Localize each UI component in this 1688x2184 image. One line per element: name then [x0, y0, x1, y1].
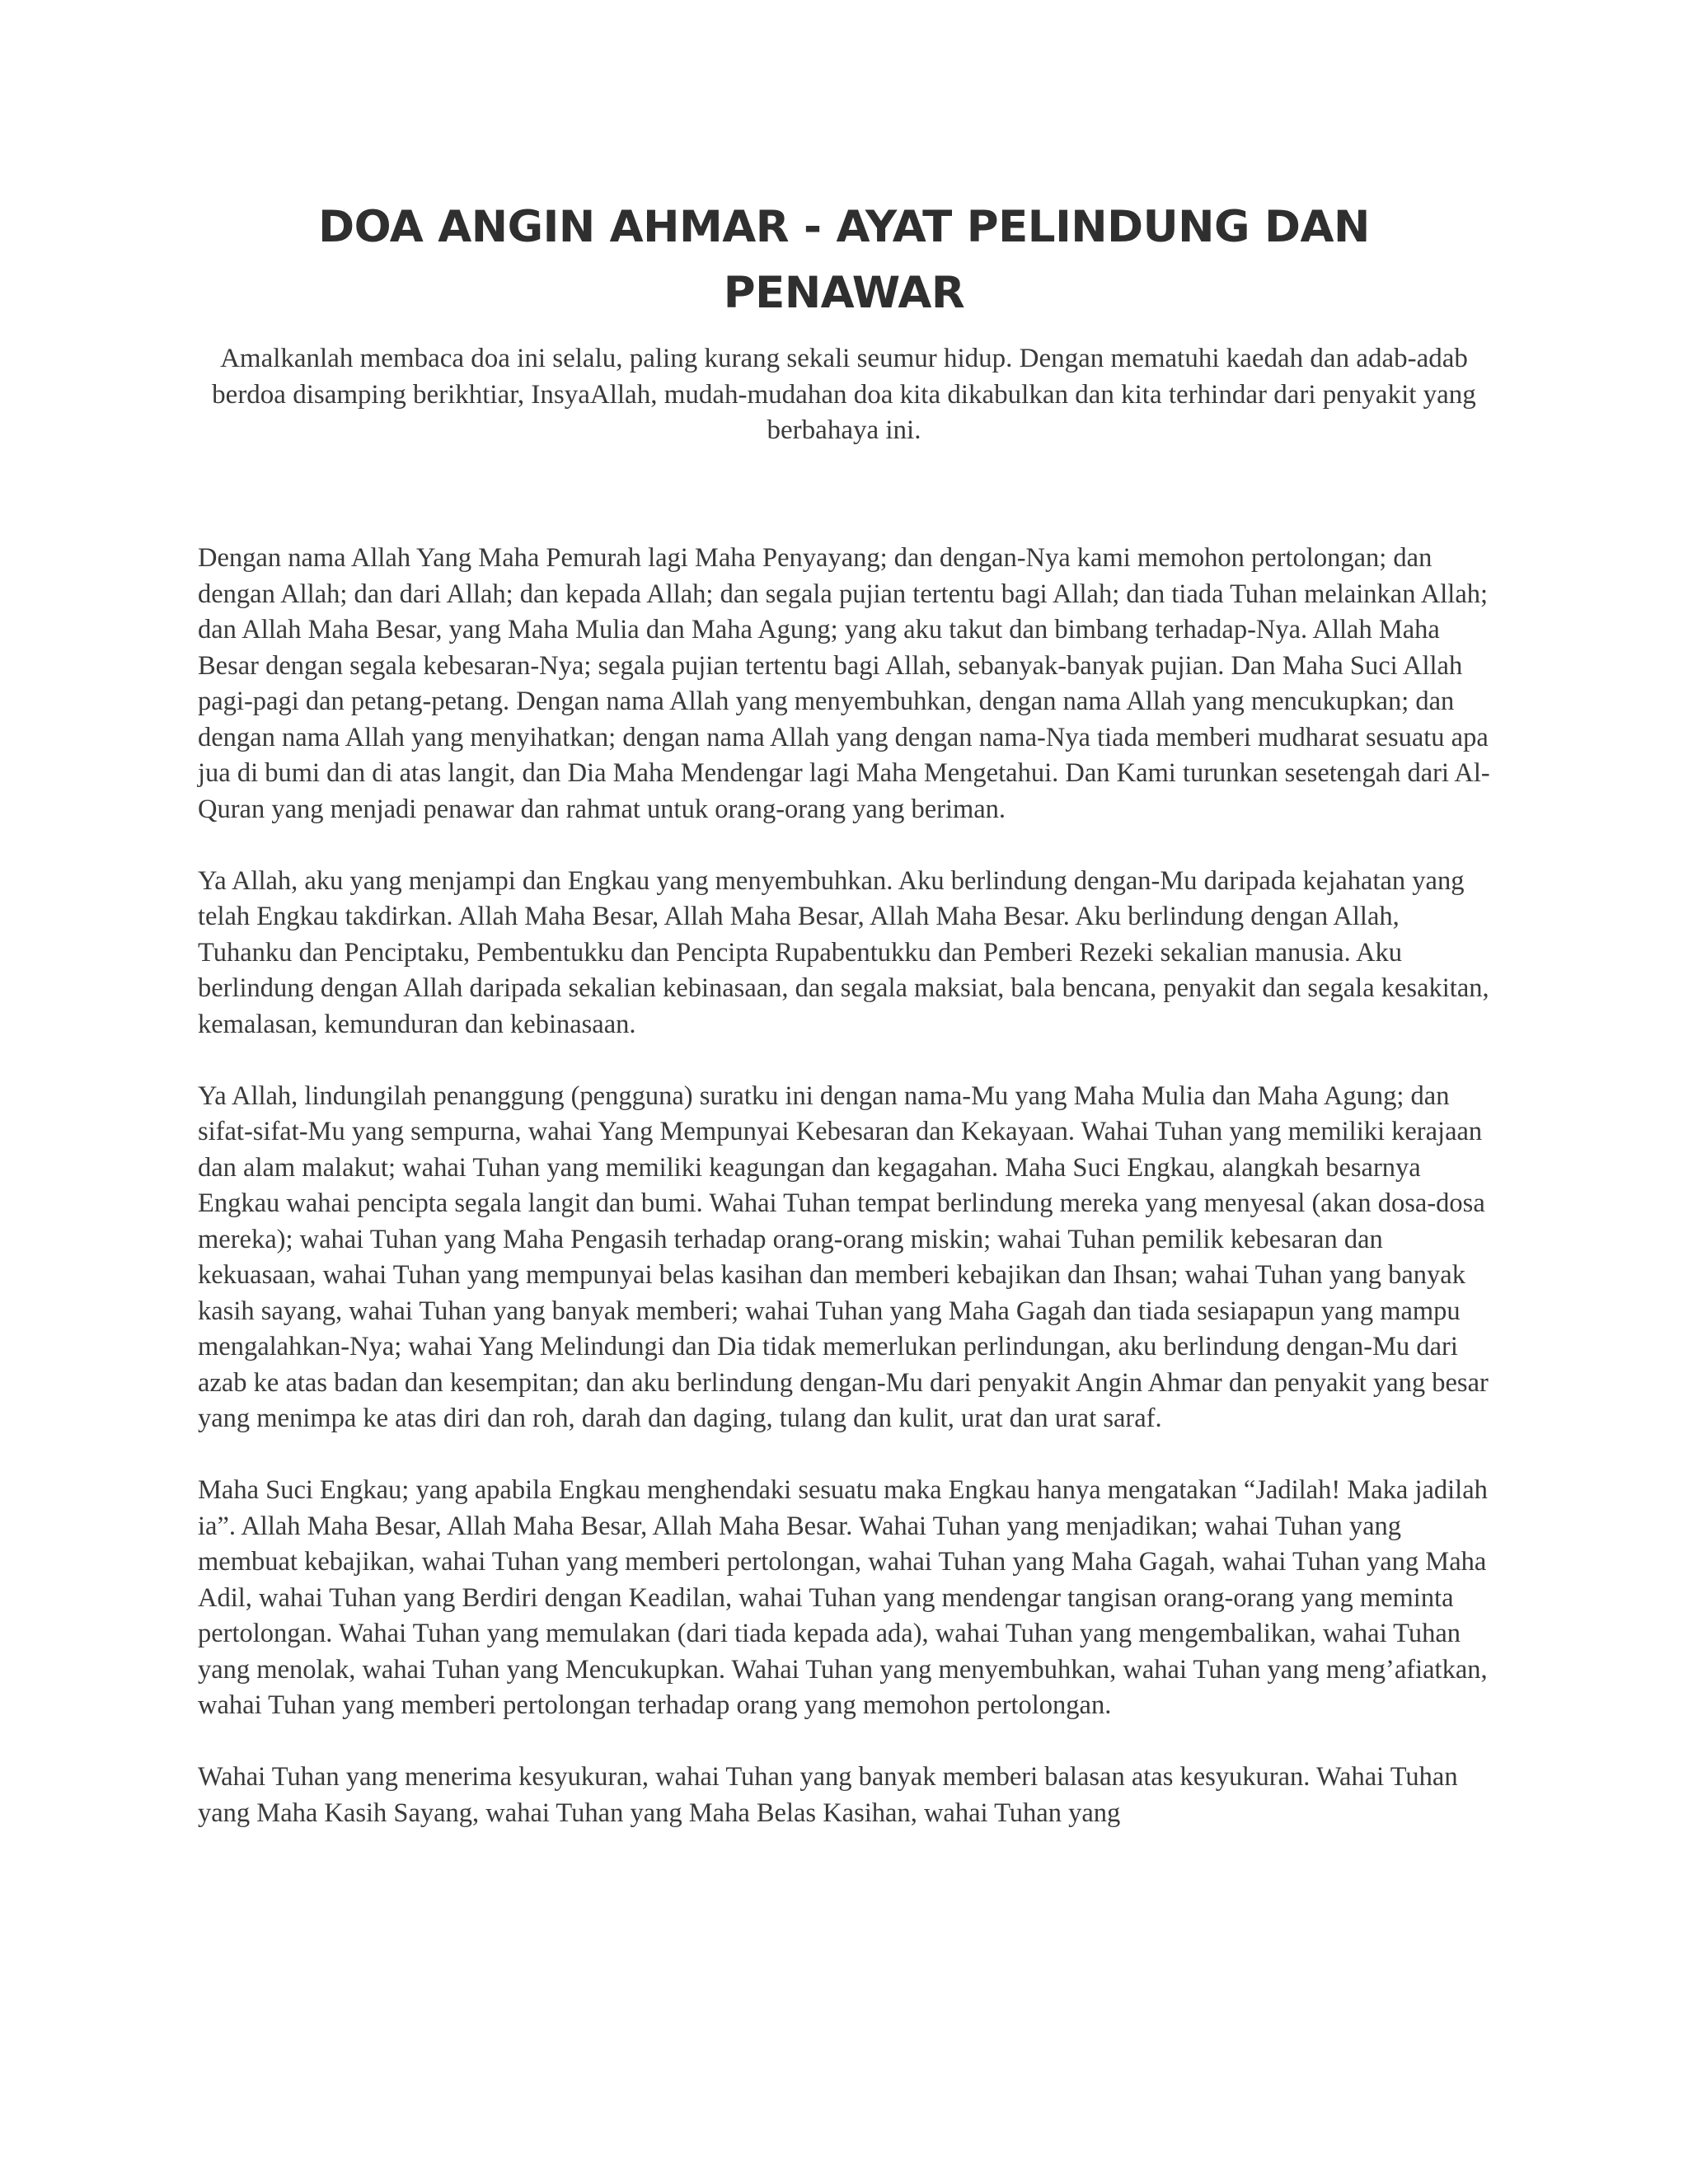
- document-title: DOA ANGIN AHMAR - AYAT PELINDUNG DAN PENAWAR: [318, 202, 1370, 318]
- body-paragraph-4: Maha Suci Engkau; yang apabila Engkau menghendaki sesuatu maka Engkau hanya mengatakan “Jadilah! Maka jadilah ia”. Allah Maha Besar, Allah Maha Besar, Allah Maha Besar. Wahai Tuhan yang menjadikan; wahai Tuhan yang membuat kebajikan, wahai Tuhan yang memberi pertolongan, wahai Tuhan yang Maha Gagah, wahai Tuhan yang Maha Adil, wahai Tuhan yang Berdiri dengan Keadilan, wahai Tuhan yang mendengar tangisan orang-orang yang meminta pertolongan. Wahai Tuhan yang memulakan (dari tiada kepada ada), wahai Tuhan yang mengembalikan, wahai Tuhan yang menolak, wahai Tuhan yang Mencukupkan. Wahai Tuhan yang menyembuhkan, wahai Tuhan yang meng’afiatkan, wahai Tuhan yang memberi pertolongan terhadap orang yang memohon pertolongan.: [198, 1475, 1488, 1720]
- body-text: [198, 541, 1496, 1868]
- body-paragraph-2: Ya Allah, aku yang menjampi dan Engkau yang menyembuhkan. Aku berlindung dengan-Mu daripada kejahatan yang telah Engkau takdirkan. Allah Maha Besar, Allah Maha Besar, Allah Maha Besar. Aku berlindung dengan Allah, Tuhanku dan Penciptaku, Pembentukku dan Pencipta Rupabentukku dan Pemberi Rezeki sekalian manusia. Aku berlindung dengan Allah daripada sekalian kebinasaan, dan segala maksiat, bala bencana, penyakit dan segala kesakitan, kemalasan, kemunduran dan kebinasaan.: [198, 865, 1489, 1039]
- body-paragraph-5: Wahai Tuhan yang menerima kesyukuran, wahai Tuhan yang banyak memberi balasan atas kesyukuran. Wahai Tuhan yang Maha Kasih Sayang, wahai Tuhan yang Maha Belas Kasihan, wahai Tuhan yang: [198, 1762, 1458, 1828]
- body-paragraph-3: Ya Allah, lindungilah penanggung (pengguna) suratku ini dengan nama-Mu yang Maha Mulia dan Maha Agung; dan sifat-sifat-Mu yang sempurna, wahai Yang Mempunyai Kebesaran dan Kekayaan. Wahai Tuhan yang memiliki kerajaan dan alam malakut; wahai Tuhan yang memiliki keagungan dan kegagahan. Maha Suci Engkau, alangkah besarnya Engkau wahai pencipta segala langit dan bumi. Wahai Tuhan tempat berlindung mereka yang menyesal (akan dosa-dosa mereka); wahai Tuhan yang Maha Pengasih terhadap orang-orang miskin; wahai Tuhan pemilik kebesaran dan kekuasaan, wahai Tuhan yang mempunyai belas kasihan dan memberi kebajikan dan Ihsan; wahai Tuhan yang banyak kasih sayang, wahai Tuhan yang banyak memberi; wahai Tuhan yang Maha Gagah dan tiada sesiapapun yang mampu mengalahkan-Nya; wahai Yang Melindungi dan Dia tidak memerlukan perlindungan, aku berlindung dengan-Mu dari azab ke atas badan dan kesempitan; dan aku berlindung dengan-Mu dari penyakit Angin Ahmar dan penyakit yang besar yang menimpa ke atas diri dan roh, darah dan daging, tulang dan kulit, urat dan urat saraf.: [198, 1080, 1489, 1433]
- intro-paragraph: Amalkanlah membaca doa ini selalu, paling kurang sekali seumur hidup. Dengan mematuhi kaedah dan adab-adab berdoa disamping berikhtiar, InsyaAllah, mudah-mudahan doa kita dikabulkan dan kita terhindar dari penyakit yang berbahaya ini.: [212, 344, 1476, 445]
- body-paragraph-1: Dengan nama Allah Yang Maha Pemurah lagi Maha Penyayang; dan dengan-Nya kami memohon pertolongan; dan dengan Allah; dan dari Allah; dan kepada Allah; dan segala pujian tertentu bagi Allah; dan tiada Tuhan melainkan Allah; dan Allah Maha Besar, yang Maha Mulia dan Maha Agung; yang aku takut dan bimbang terhadap-Nya. Allah Maha Besar dengan segala kebesaran-Nya; segala pujian tertentu bagi Allah, sebanyak-banyak pujian. Dan Maha Suci Allah pagi-pagi dan petang-petang. Dengan nama Allah yang menyembuhkan, dengan nama Allah yang mencukupkan; dan dengan nama Allah yang menyihatkan; dengan nama Allah yang dengan nama-Nya tiada memberi mudharat sesuatu apa jua di bumi dan di atas langit, dan Dia Maha Mendengar lagi Maha Mengetahui. Dan Kami turunkan sesetengah dari Al-Quran yang menjadi penawar dan rahmat untuk orang-orang yang beriman.: [198, 543, 1490, 824]
